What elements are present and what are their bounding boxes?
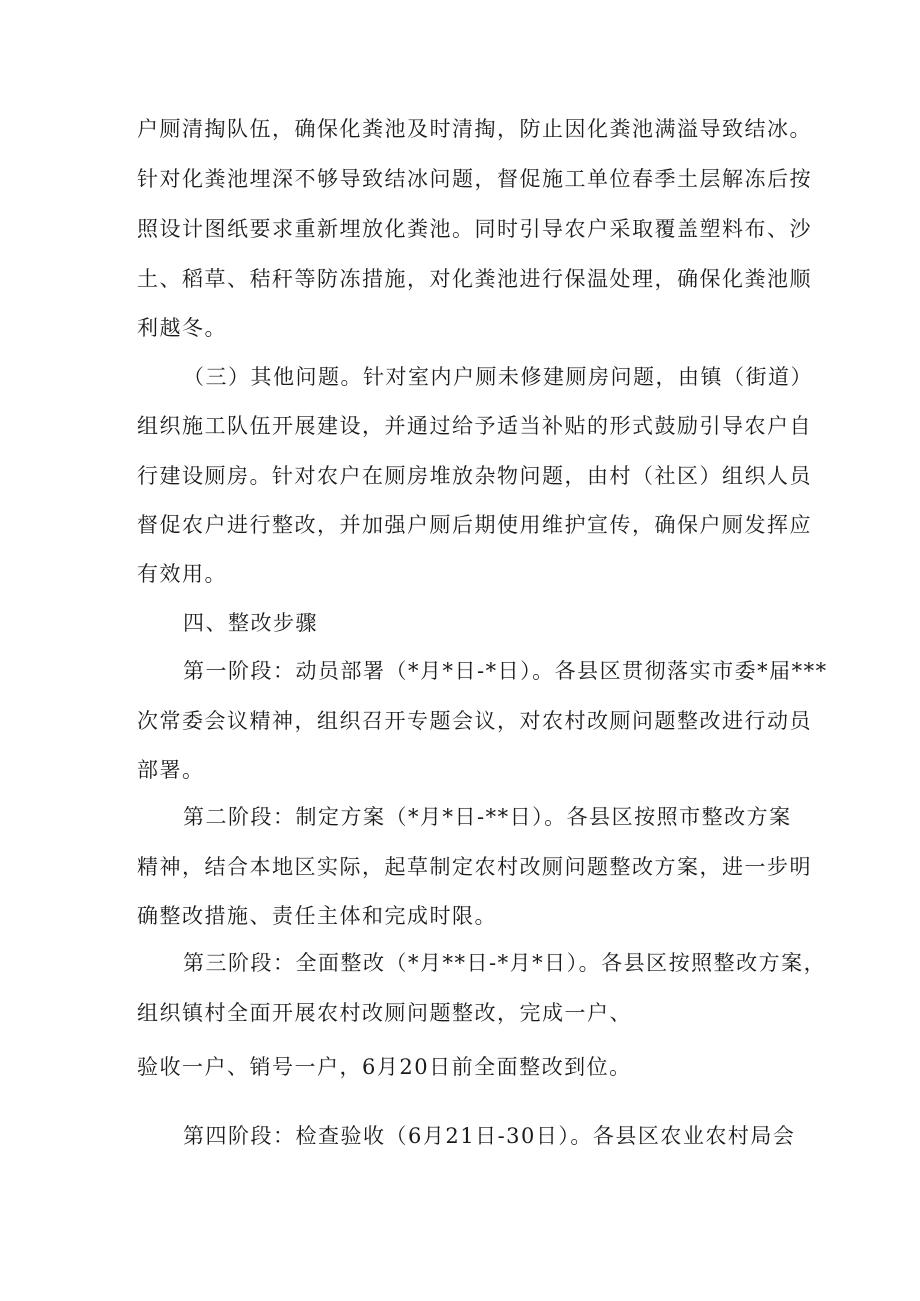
text-line: 组织施工队伍开展建设，并通过给予适当补贴的形式鼓励引导农户自 [137,414,812,438]
text-line: 部署。 [137,758,205,782]
text-line: （三）其他问题。针对室内户厕未修建厕房问题，由镇（街道） [183,365,813,389]
text-line: 督促农户进行整改，并加强户厕后期使用维护宣传，确保户厕发挥应 [137,513,812,537]
text-line: 确整改措施、责任主体和完成时限。 [137,904,497,928]
text-line: 户厕清掏队伍，确保化粪池及时清掏，防止因化粪池满溢导致结冰。 [137,117,812,141]
text-line: 第二阶段：制定方案（*月*日-**日）。各县区按照市整改方案 [183,805,792,829]
text-line: 有效用。 [137,562,227,586]
text-line: 精神，结合本地区实际，起草制定农村改厕问题整改方案，进一步明 [137,855,812,879]
text-line: 利越冬。 [137,316,227,340]
text-line: 第四阶段：检查验收（6月21日-30日）。各县区农业农村局会 [183,1124,796,1148]
text-line: 照设计图纸要求重新埋放化粪池。同时引导农户采取覆盖塑料布、沙 [137,217,812,241]
text-line: 土、稻草、秸秆等防冻措施，对化粪池进行保温处理，确保化粪池顺 [137,267,812,291]
text-line: 行建设厕房。针对农户在厕房堆放杂物问题，由村（社区）组织人员 [137,464,812,488]
section-heading: 四、整改步骤 [183,611,318,635]
text-line: 第一阶段：动员部署（*月*日-*日）。各县区贯彻落实市委*届*** [183,659,828,683]
text-line: 次常委会议精神，组织召开专题会议，对农村改厕问题整改进行动员 [137,709,812,733]
text-line: 验收一户、销号一户，6月20日前全面整改到位。 [137,1055,632,1079]
text-line: 针对化粪池埋深不够导致结冰问题，督促施工单位春季土层解冻后按 [137,167,812,191]
text-line: 组织镇村全面开展农村改厕问题整改，完成一户、 [137,1001,632,1025]
text-line: 第三阶段：全面整改（*月**日-*月*日）。各县区按照整改方案， [183,951,827,975]
